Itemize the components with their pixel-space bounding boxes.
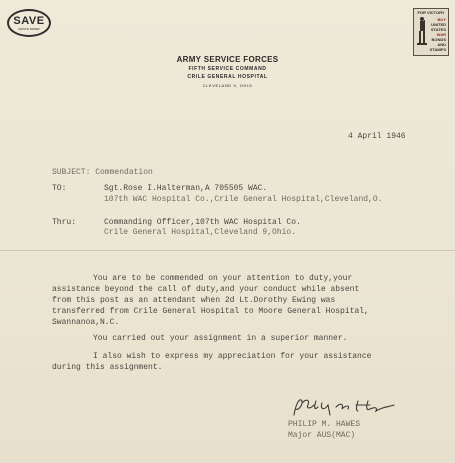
save-stamp-text: SAVE xyxy=(13,14,45,27)
signer-rank: Major AUS(MAC) xyxy=(288,431,356,440)
body-para3-line1: I also wish to express my appreciation for your assistance xyxy=(93,352,372,361)
minuteman-icon xyxy=(416,16,428,46)
body-para1-line2: assistance beyond the call of duty,and your conduct while absent xyxy=(52,285,360,294)
war-bonds-badge xyxy=(413,8,449,56)
thru-line-1: Commanding Officer,107th WAC Hospital Co. xyxy=(104,218,301,227)
letter-date: 4 April 1946 xyxy=(348,132,406,141)
body-para1-line1: You are to be commended on your attention to duty,your xyxy=(93,274,353,283)
letter-subject: SUBJECT: Commendation xyxy=(52,168,153,177)
body-para2: You carried out your assignment in a superior manner. xyxy=(93,334,348,343)
letterhead-hospital: CRILE GENERAL HOSPITAL xyxy=(187,74,268,80)
letterhead-org: ARMY SERVICE FORCES xyxy=(176,55,279,64)
to-line-1: Sgt.Rose I.Halterman,A 705505 WAC. xyxy=(104,184,268,193)
body-para1-line5: Swannanoa,N.C. xyxy=(52,318,120,327)
body-para1-line3: from this post as an attendant when 2d Lt.Dorothy Ewing was xyxy=(52,296,336,305)
letterhead-city: CLEVELAND 9, OHIO xyxy=(202,83,253,88)
handwritten-signature xyxy=(288,393,398,421)
thru-label: Thru: xyxy=(52,218,77,227)
thru-line-2: Crile General Hospital,Cleveland 9,Ohio. xyxy=(104,228,297,237)
body-para3-line2: during this assignment. xyxy=(52,363,163,372)
signer-name: PHILIP M. HAWES xyxy=(288,420,361,429)
body-para1-line4: transferred from Crile General Hospital to Moore General Hospital, xyxy=(52,307,369,316)
to-line-2: 107th WAC Hospital Co.,Crile General Hospital,Cleveland,O. xyxy=(104,195,383,204)
letterhead-command: FIFTH SERVICE COMMAND xyxy=(188,66,267,72)
save-waste-paper-stamp xyxy=(7,9,51,37)
war-badge-words: BUY UNITED STATES WAR BONDS AND STAMPS xyxy=(429,17,446,52)
save-stamp-subtext: WASTE PAPER xyxy=(18,26,40,31)
war-badge-top: FOR VICTORY xyxy=(417,10,445,15)
to-label: TO: xyxy=(52,184,67,193)
paper-fold xyxy=(0,250,455,251)
